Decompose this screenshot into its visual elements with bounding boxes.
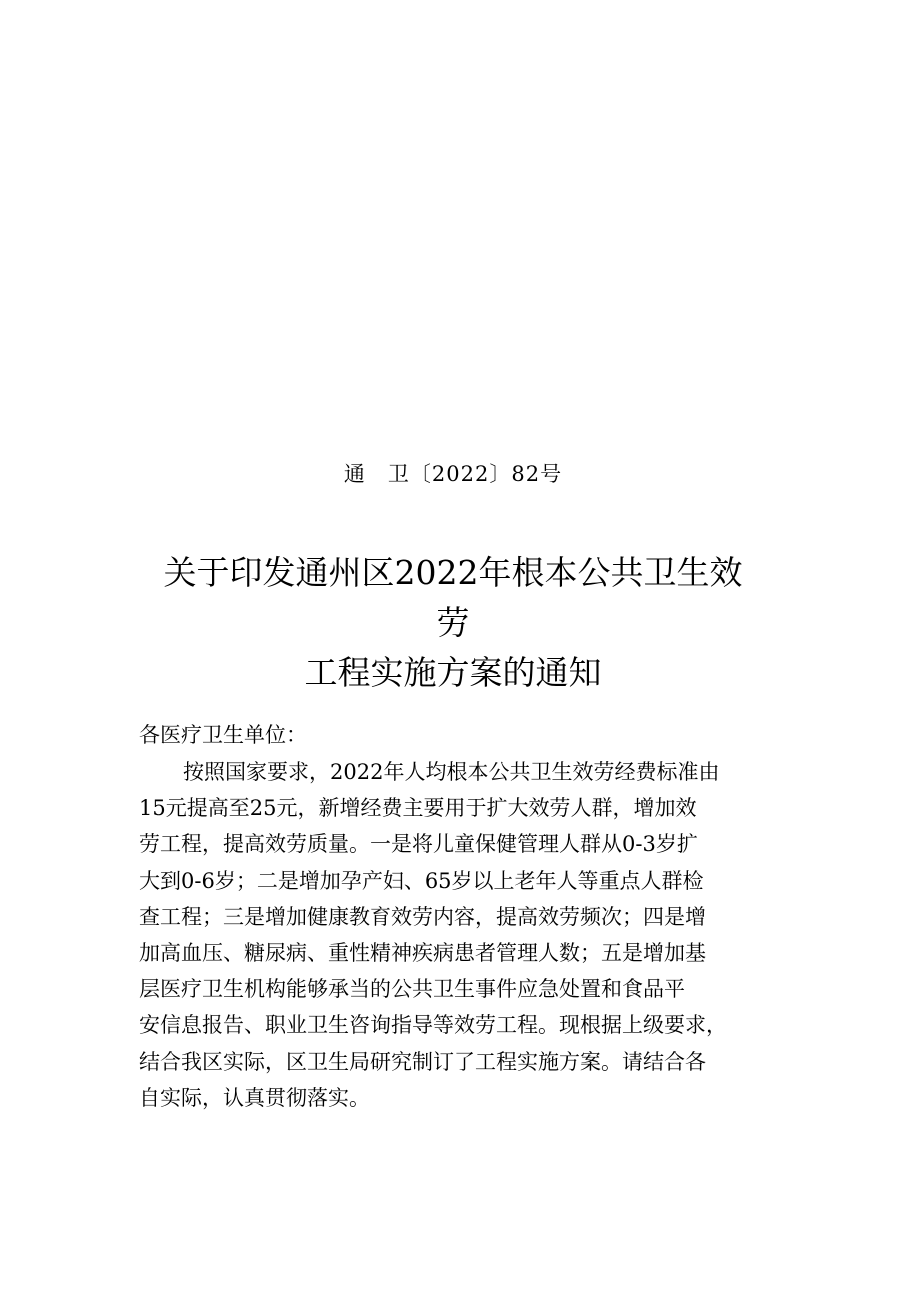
body-paragraph [139, 754, 779, 1116]
body-line-2: 15元提高至25元，新增经费主要用于扩大效劳人群，增加效 [139, 796, 697, 821]
body-line-9: 结合我区实际，区卫生局研究制订了工程实施方案。请结合各 [139, 1049, 706, 1074]
document-title [0, 548, 906, 698]
body-line-4: 大到0-6岁；二是增加孕产妇、65岁以上老年人等重点人群检 [139, 868, 704, 893]
body-line-5: 查工程；三是增加健康教育效劳内容，提高效劳频次；四是增 [139, 904, 706, 929]
body-line-3: 劳工程，提高效劳质量。一是将儿童保健管理人群从0-3岁扩 [139, 832, 698, 857]
body-line-6: 加高血压、糖尿病、重性精神疾病患者管理人数；五是增加基 [139, 941, 706, 966]
title-line-1: 关于印发通州区2022年根本公共卫生效 [163, 553, 743, 592]
body-line-10: 自实际，认真贯彻落实。 [139, 1085, 370, 1110]
salutation: 各医疗卫生单位： [139, 723, 307, 747]
body-line-1: 按照国家要求，2022年人均根本公共卫生效劳经费标准由 [183, 760, 720, 784]
title-line-3: 工程实施方案的通知 [304, 653, 602, 692]
body-line-8: 安信息报告、职业卫生咨询指导等效劳工程。现根据上级要求， [139, 1013, 727, 1038]
title-line-2: 劳 [436, 603, 470, 642]
document-number: 通 卫〔2022〕82号 [343, 462, 563, 486]
body-line-7: 层医疗卫生机构能够承当的公共卫生事件应急处置和食品平 [139, 977, 685, 1002]
